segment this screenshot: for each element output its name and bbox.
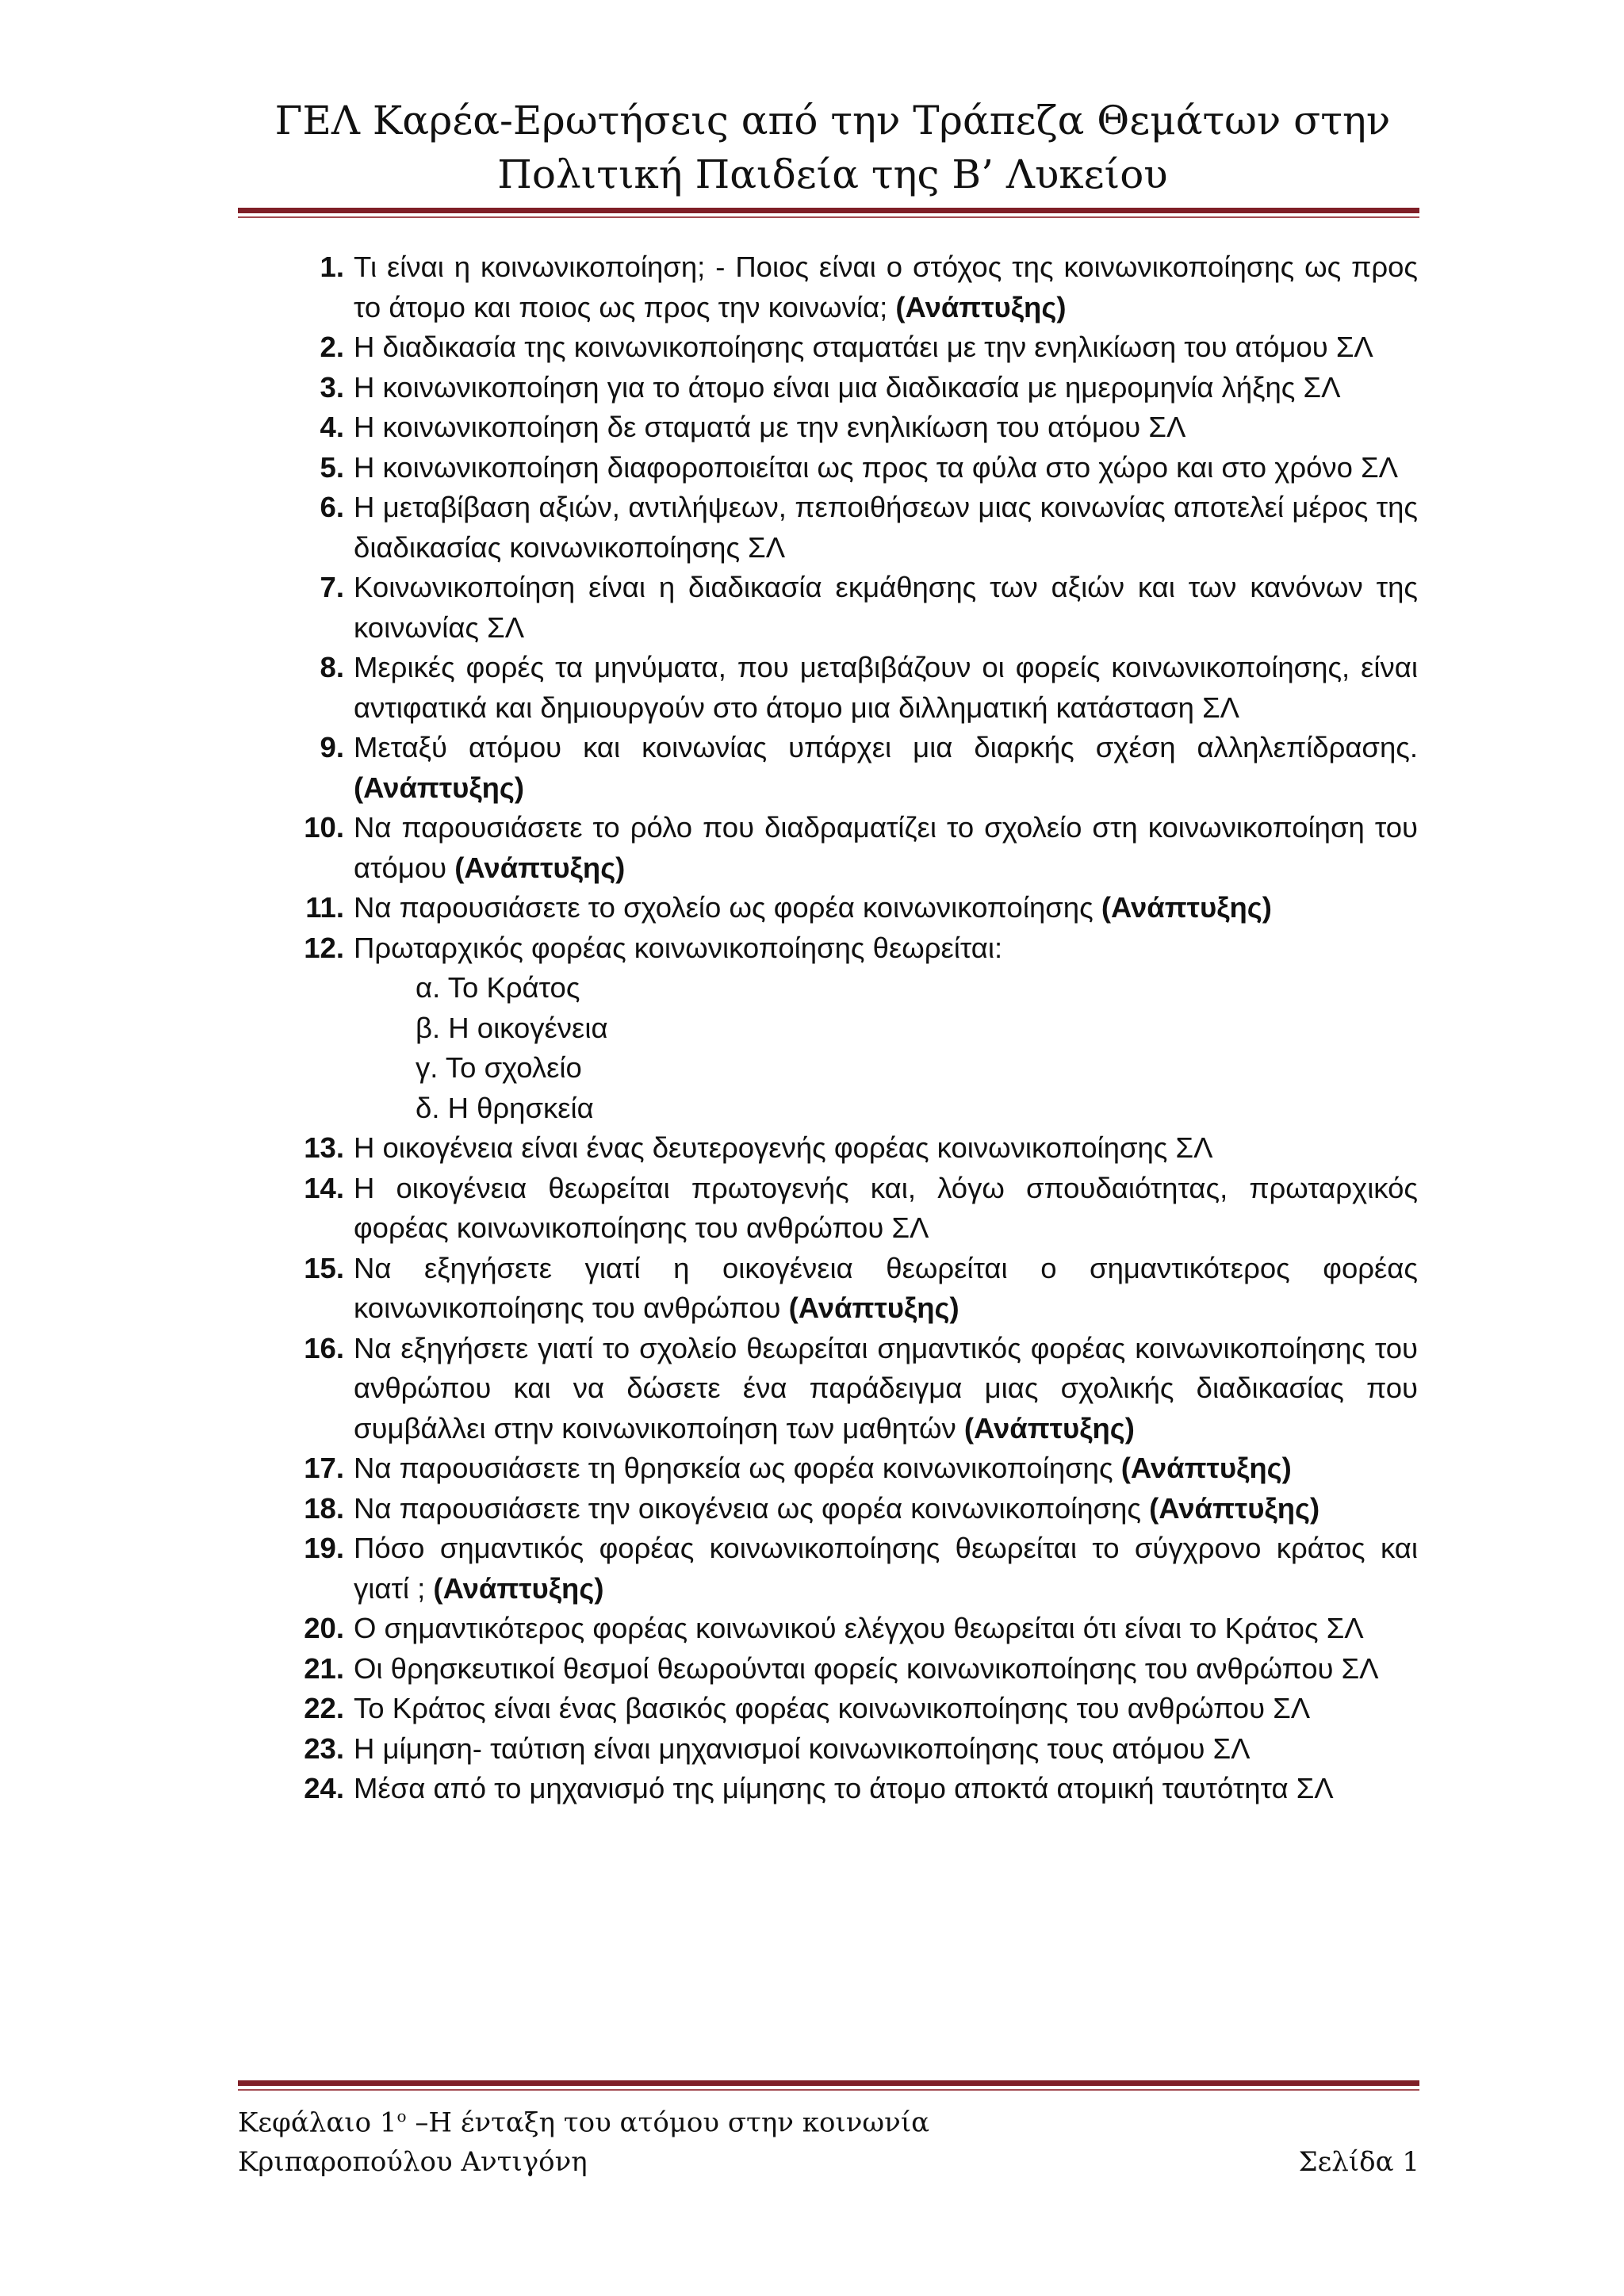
- question-number: 18.: [304, 1491, 344, 1525]
- question-text: [354, 488, 1418, 568]
- question-text: [354, 1689, 1418, 1729]
- footer-author: Κριπαροπούλου Αντιγόνη: [238, 2146, 588, 2179]
- question-text: [354, 928, 1418, 1129]
- question-number: 10.: [304, 811, 344, 844]
- question-body: Να παρουσιάσετε το σχολείο ως φορέα κοινωνικοποίησης: [354, 891, 1101, 924]
- question-text: [354, 1769, 1418, 1809]
- question-number: 12.: [304, 931, 344, 964]
- question-item: [292, 1529, 1418, 1609]
- question-number: 19.: [304, 1532, 344, 1564]
- question-number: 8.: [320, 651, 344, 683]
- question-body: Οι θρησκευτικοί θεσμοί θεωρούνται φορείς κοινωνικοποίησης του ανθρώπου ΣΛ: [354, 1651, 1379, 1685]
- question-body: Ο σημαντικότερος φορέας κοινωνικού ελέγχου θεωρείται ότι είναι το Κράτος ΣΛ: [354, 1612, 1364, 1644]
- question-text: [354, 1329, 1418, 1449]
- question-body: Μεταξύ ατόμου και κοινωνίας υπάρχει μια διαρκής σχέση αλληλεπίδρασης.: [354, 731, 1418, 763]
- question-body: Η διαδικασία της κοινωνικοποίησης σταματάει με την ενηλικίωση του ατόμου ΣΛ: [354, 331, 1373, 363]
- question-item: [292, 1448, 1418, 1489]
- question-item: [292, 648, 1418, 728]
- footer-rule: [238, 2080, 1419, 2086]
- question-type-tag: (Ανάπτυξης): [1120, 1452, 1292, 1484]
- question-body: Να παρουσιάσετε το ρόλο που διαδραματίζει το σχολείο στη κοινωνικοποίηση του ατόμου: [354, 811, 1418, 884]
- answer-options: [416, 968, 1418, 1128]
- question-type-tag: (Ανάπτυξης): [354, 771, 525, 804]
- header-rule: [238, 208, 1419, 213]
- question-body: Μέσα από το μηχανισμό της μίμησης το άτομο αποκτά ατομική ταυτότητα ΣΛ: [354, 1772, 1334, 1804]
- question-number: 23.: [304, 1732, 344, 1765]
- answer-option: α. Το Κράτος: [416, 971, 580, 1004]
- question-item: [292, 888, 1418, 928]
- question-text: [354, 1128, 1418, 1169]
- question-body: Το Κράτος είναι ένας βασικός φορέας κοινωνικοποίησης του ανθρώπου ΣΛ: [354, 1692, 1311, 1724]
- question-number: 1.: [320, 251, 344, 283]
- question-number: 9.: [320, 731, 344, 763]
- question-type-tag: (Ανάπτυξης): [895, 290, 1067, 323]
- header-title-line2: Πολιτική Παιδεία της Β’ Λυκείου: [497, 151, 1168, 197]
- question-number: 6.: [320, 491, 344, 523]
- question-number: 17.: [304, 1452, 344, 1484]
- page-footer: [238, 2096, 1419, 2182]
- question-text: [354, 1729, 1418, 1770]
- question-item: [292, 1249, 1418, 1329]
- question-number: 13.: [304, 1131, 344, 1164]
- question-number: 16.: [304, 1331, 344, 1364]
- question-number: 14.: [304, 1171, 344, 1204]
- question-item: [292, 1649, 1418, 1689]
- question-body: Πρωταρχικός φορέας κοινωνικοποίησης θεωρείται:: [354, 931, 1003, 964]
- answer-option: γ. Το σχολείο: [416, 1051, 582, 1084]
- answer-option: β. Η οικογένεια: [416, 1011, 608, 1044]
- question-text: [354, 648, 1418, 728]
- question-text: [354, 448, 1418, 488]
- question-item: [292, 408, 1418, 448]
- page-header: [238, 94, 1427, 201]
- question-text: [354, 1649, 1418, 1689]
- question-number: 11.: [305, 891, 344, 924]
- question-text: [354, 1448, 1418, 1489]
- question-text: [354, 368, 1418, 408]
- question-item: [292, 1489, 1418, 1529]
- footer-chapter: Κεφάλαιο $1^o$ –Η ένταξη του ατόμου στην κοινωνία: [238, 2107, 930, 2139]
- question-body: Η μεταβίβαση αξιών, αντιλήψεων, πεποιθήσεων μιας κοινωνίας αποτελεί μέρος της διαδικασίας κοινωνικοποίησης ΣΛ: [354, 491, 1418, 564]
- question-type-tag: (Ανάπτυξης): [1149, 1491, 1320, 1525]
- question-body: Να εξηγήσετε γιατί το σχολείο θεωρείται σημαντικός φορέας κοινωνικοποίησης του ανθρώπου και να δώσετε ένα παράδειγμα μιας σχολικής διαδικασίας που συμβάλλει στην κοινωνικοποίηση των μαθητών: [354, 1331, 1418, 1445]
- question-item: [292, 568, 1418, 648]
- question-item: [292, 1169, 1418, 1249]
- question-number: 24.: [304, 1772, 344, 1804]
- question-text: [354, 1529, 1418, 1609]
- question-item: [292, 1769, 1418, 1809]
- question-number: 15.: [304, 1251, 344, 1284]
- question-list: [292, 247, 1418, 1809]
- question-item: [292, 1609, 1418, 1649]
- question-type-tag: (Ανάπτυξης): [1101, 891, 1272, 924]
- question-body: Η μίμηση- ταύτιση είναι μηχανισμοί κοινωνικοποίησης τους ατόμου ΣΛ: [354, 1732, 1251, 1765]
- question-text: [354, 728, 1418, 808]
- question-item: [292, 728, 1418, 808]
- question-number: 2.: [320, 331, 344, 363]
- question-item: [292, 1689, 1418, 1729]
- answer-option: δ. Η θρησκεία: [416, 1091, 594, 1124]
- question-body: Να παρουσιάσετε τη θρησκεία ως φορέα κοινωνικοποίησης: [354, 1452, 1121, 1484]
- question-item: [292, 928, 1418, 1129]
- question-body: Η οικογένεια είναι ένας δευτερογενής φορέας κοινωνικοποίησης ΣΛ: [354, 1131, 1213, 1164]
- question-number: 7.: [320, 571, 344, 603]
- question-text: [354, 568, 1418, 648]
- question-type-tag: (Ανάπτυξης): [454, 851, 626, 884]
- question-body: Να παρουσιάσετε την οικογένεια ως φορέα κοινωνικοποίησης: [354, 1491, 1150, 1525]
- header-rule-thin: [238, 216, 1419, 218]
- question-item: [292, 247, 1418, 327]
- header-title-line1: ΓΕΛ Καρέα-Ερωτήσεις από την Τράπεζα Θεμάτων στην: [274, 98, 1391, 144]
- question-text: [354, 247, 1418, 327]
- footer-page-number: Σελίδα 1: [1298, 2146, 1419, 2179]
- question-body: Κοινωνικοποίηση είναι η διαδικασία εκμάθησης των αξιών και των κανόνων της κοινωνίας ΣΛ: [354, 571, 1418, 644]
- question-text: [354, 1169, 1418, 1249]
- question-body: Η κοινωνικοποίηση για το άτομο είναι μια διαδικασία με ημερομηνία λήξης ΣΛ: [354, 370, 1341, 404]
- question-text: [354, 1489, 1418, 1529]
- question-item: [292, 448, 1418, 488]
- question-number: 5.: [320, 450, 344, 484]
- question-number: 3.: [320, 370, 344, 404]
- question-item: [292, 327, 1418, 368]
- question-text: [354, 808, 1418, 888]
- question-body: Πόσο σημαντικός φορέας κοινωνικοποίησης θεωρείται το σύγχρονο κράτος και γιατί ;: [354, 1532, 1418, 1605]
- question-body: Μερικές φορές τα μηνύματα, που μεταβιβάζουν οι φορείς κοινωνικοποίησης, είναι αντιφατικά και δημιουργούν στο άτομο μια διλληματική κατάσταση ΣΛ: [354, 651, 1418, 724]
- question-text: [354, 327, 1418, 368]
- question-body: Η οικογένεια θεωρείται πρωτογενής και, λόγω σπουδαιότητας, πρωταρχικός φορέας κοινωνικοποίησης του ανθρώπου ΣΛ: [354, 1171, 1418, 1244]
- question-item: [292, 488, 1418, 568]
- question-body: Τι είναι η κοινωνικοποίηση; - Ποιος είναι ο στόχος της κοινωνικοποίησης ως προς το άτομο και ποιος ως προς την κοινωνία;: [354, 251, 1418, 323]
- question-item: [292, 368, 1418, 408]
- question-number: 20.: [304, 1612, 344, 1644]
- question-body: Η κοινωνικοποίηση διαφοροποιείται ως προς τα φύλα στο χώρο και στο χρόνο ΣΛ: [354, 450, 1399, 484]
- question-number: 22.: [304, 1692, 344, 1724]
- question-type-tag: (Ανάπτυξης): [788, 1292, 959, 1324]
- question-number: 4.: [320, 411, 344, 443]
- question-text: [354, 408, 1418, 448]
- question-text: [354, 1249, 1418, 1329]
- question-type-tag: (Ανάπτυξης): [433, 1571, 604, 1605]
- question-body: Η κοινωνικοποίηση δε σταματά με την ενηλικίωση του ατόμου ΣΛ: [354, 411, 1186, 443]
- question-number: 21.: [304, 1651, 344, 1685]
- question-body: Να εξηγήσετε γιατί η οικογένεια θεωρείται ο σημαντικότερος φορέας κοινωνικοποίησης του ανθρώπου: [354, 1251, 1418, 1324]
- question-item: [292, 1729, 1418, 1770]
- question-type-tag: (Ανάπτυξης): [963, 1411, 1135, 1445]
- footer-rule-thin: [238, 2089, 1419, 2091]
- question-text: [354, 1609, 1418, 1649]
- question-item: [292, 1329, 1418, 1449]
- question-item: [292, 1128, 1418, 1169]
- question-item: [292, 808, 1418, 888]
- question-text: [354, 888, 1418, 928]
